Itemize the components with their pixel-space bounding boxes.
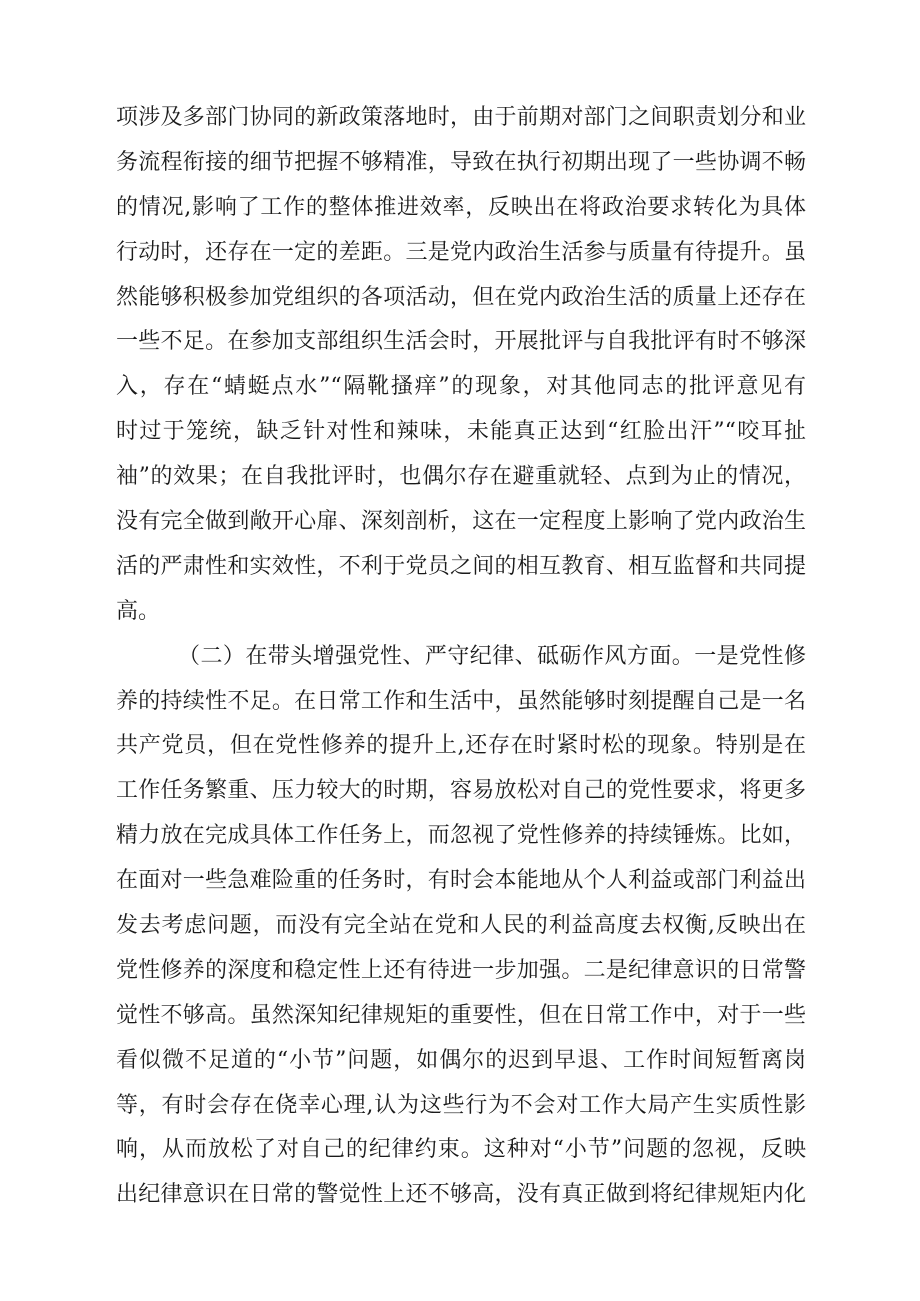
text-line: 时过于笼统，缺乏针对性和辣味，未能真正达到“红脸出汗”“咬耳扯: [116, 419, 806, 445]
text-line: 响，从而放松了对自己的纪律约束。这种对“小节”问题的忽视，反映: [116, 1137, 806, 1163]
text-line: 入，存在“蜻蜓点水”“隔靴搔痒”的现象，对其他同志的批评意见有: [116, 374, 806, 400]
paragraph-1: [116, 96, 806, 635]
text-line: 工作任务繁重、压力较大的时期，容易放松对自己的党性要求，将更多: [116, 778, 806, 804]
text-line: 务流程衔接的细节把握不够精准，导致在执行初期出现了一些协调不畅: [116, 149, 806, 175]
text-line: 发去考虑问题，而没有完全站在党和人民的利益高度去权衡,反映出在: [116, 913, 806, 939]
text-line: 然能够积极参加党组织的各项活动，但在党内政治生活的质量上还存在: [116, 284, 806, 310]
text-line: 看似微不足道的“小节”问题，如偶尔的迟到早退、工作时间短暂离岗: [116, 1047, 806, 1073]
text-line: 活的严肃性和实效性，不利于党员之间的相互教育、相互监督和共同提: [116, 553, 806, 579]
text-line: 没有完全做到敞开心扉、深刻剖析，这在一定程度上影响了党内政治生: [116, 509, 806, 535]
text-line: 党性修养的深度和稳定性上还有待进一步加强。二是纪律意识的日常警: [116, 957, 806, 983]
text-line: 共产党员，但在党性修养的提升上,还存在时紧时松的现象。特别是在: [116, 733, 806, 759]
text-line: 一些不足。在参加支部组织生活会时，开展批评与自我批评有时不够深: [116, 329, 806, 355]
text-line: 精力放在完成具体工作任务上，而忽视了党性修养的持续锤炼。比如，: [116, 823, 806, 849]
text-line: 养的持续性不足。在日常工作和生活中，虽然能够时刻提醒自己是一名: [116, 688, 806, 714]
text-line: 在面对一些急难险重的任务时，有时会本能地从个人利益或部门利益出: [116, 868, 806, 894]
text-line: 的情况,影响了工作的整体推进效率，反映出在将政治要求转化为具体: [116, 194, 806, 220]
text-line: 高。: [116, 598, 161, 624]
text-line: 行动时，还存在一定的差距。三是党内政治生活参与质量有待提升。虽: [116, 239, 806, 265]
paragraph-2: [116, 635, 806, 1219]
text-line: 项涉及多部门协同的新政策落地时，由于前期对部门之间职责划分和业: [116, 105, 806, 130]
body-text: [116, 96, 806, 1218]
text-line: 袖”的效果；在自我批评时，也偶尔存在避重就轻、点到为止的情况，: [116, 464, 806, 490]
text-line: 出纪律意识在日常的警觉性上还不够高，没有真正做到将纪律规矩内化: [116, 1182, 806, 1208]
text-line: （二）在带头增强党性、严守纪律、砥砺作风方面。一是党性修: [178, 643, 806, 669]
text-line: 觉性不够高。虽然深知纪律规矩的重要性，但在日常工作中，对于一些: [116, 1002, 806, 1028]
text-line: 等，有时会存在侥幸心理,认为这些行为不会对工作大局产生实质性影: [116, 1092, 806, 1118]
